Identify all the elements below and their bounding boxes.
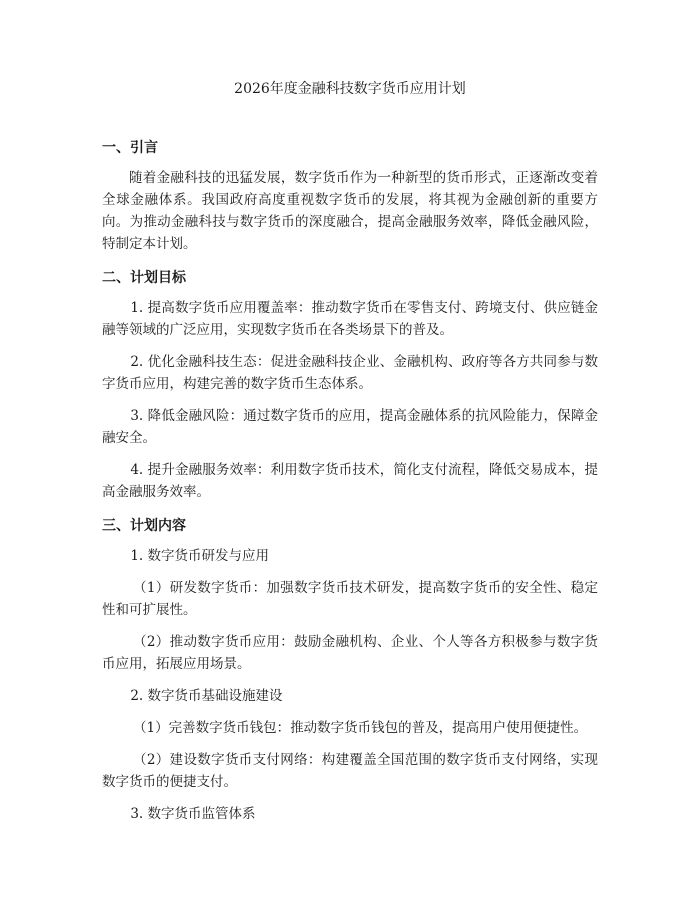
document-title: 2026年度金融科技数字货币应用计划 — [234, 81, 466, 97]
goal-item: 4. 提升金融服务效率：利用数字货币技术，简化支付流程，降低交易成本，提高金融服务效率。 — [102, 462, 598, 500]
section-heading-introduction: 一、引言 — [102, 140, 158, 156]
content-item: （2）建设数字货币支付网络：构建覆盖全国范围的数字货币支付网络，实现数字货币的便捷支付。 — [102, 752, 598, 790]
goal-item: 3. 降低金融风险：通过数字货币的应用，提高金融体系的抗风险能力，保障金融安全。 — [102, 408, 598, 446]
content-item: （1）完善数字货币钱包：推动数字货币钱包的普及，提高用户使用便捷性。 — [133, 720, 588, 736]
introduction-paragraph: 随着金融科技的迅猛发展，数字货币作为一种新型的货币形式，正逐渐改变着全球金融体系。我国政府高度重视数字货币的发展，将其视为金融创新的重要方向。为推动金融科技与数字货币的深度融合，提高金融服务效率，降低金融风险，特制定本计划。 — [102, 170, 598, 252]
section-heading-goals: 二、计划目标 — [102, 270, 186, 286]
goal-item: 1. 提高数字货币应用覆盖率：推动数字货币在零售支付、跨境支付、供应链金融等领域的广泛应用，实现数字货币在各类场景下的普及。 — [102, 300, 598, 338]
goal-item: 2. 优化金融科技生态：促进金融科技企业、金融机构、政府等各方共同参与数字货币应用，构建完善的数字货币生态体系。 — [102, 354, 598, 392]
content-item: （1）研发数字货币：加强数字货币技术研发，提高数字货币的安全性、稳定性和可扩展性。 — [102, 580, 598, 618]
section-heading-content: 三、计划内容 — [102, 518, 186, 534]
content-item: （2）推动数字货币应用：鼓励金融机构、企业、个人等各方积极参与数字货币应用，拓展应用场景。 — [102, 634, 598, 672]
content-subheading: 3. 数字货币监管体系 — [130, 806, 256, 822]
content-subheading: 1. 数字货币研发与应用 — [130, 548, 270, 564]
content-subheading: 2. 数字货币基础设施建设 — [130, 688, 283, 704]
